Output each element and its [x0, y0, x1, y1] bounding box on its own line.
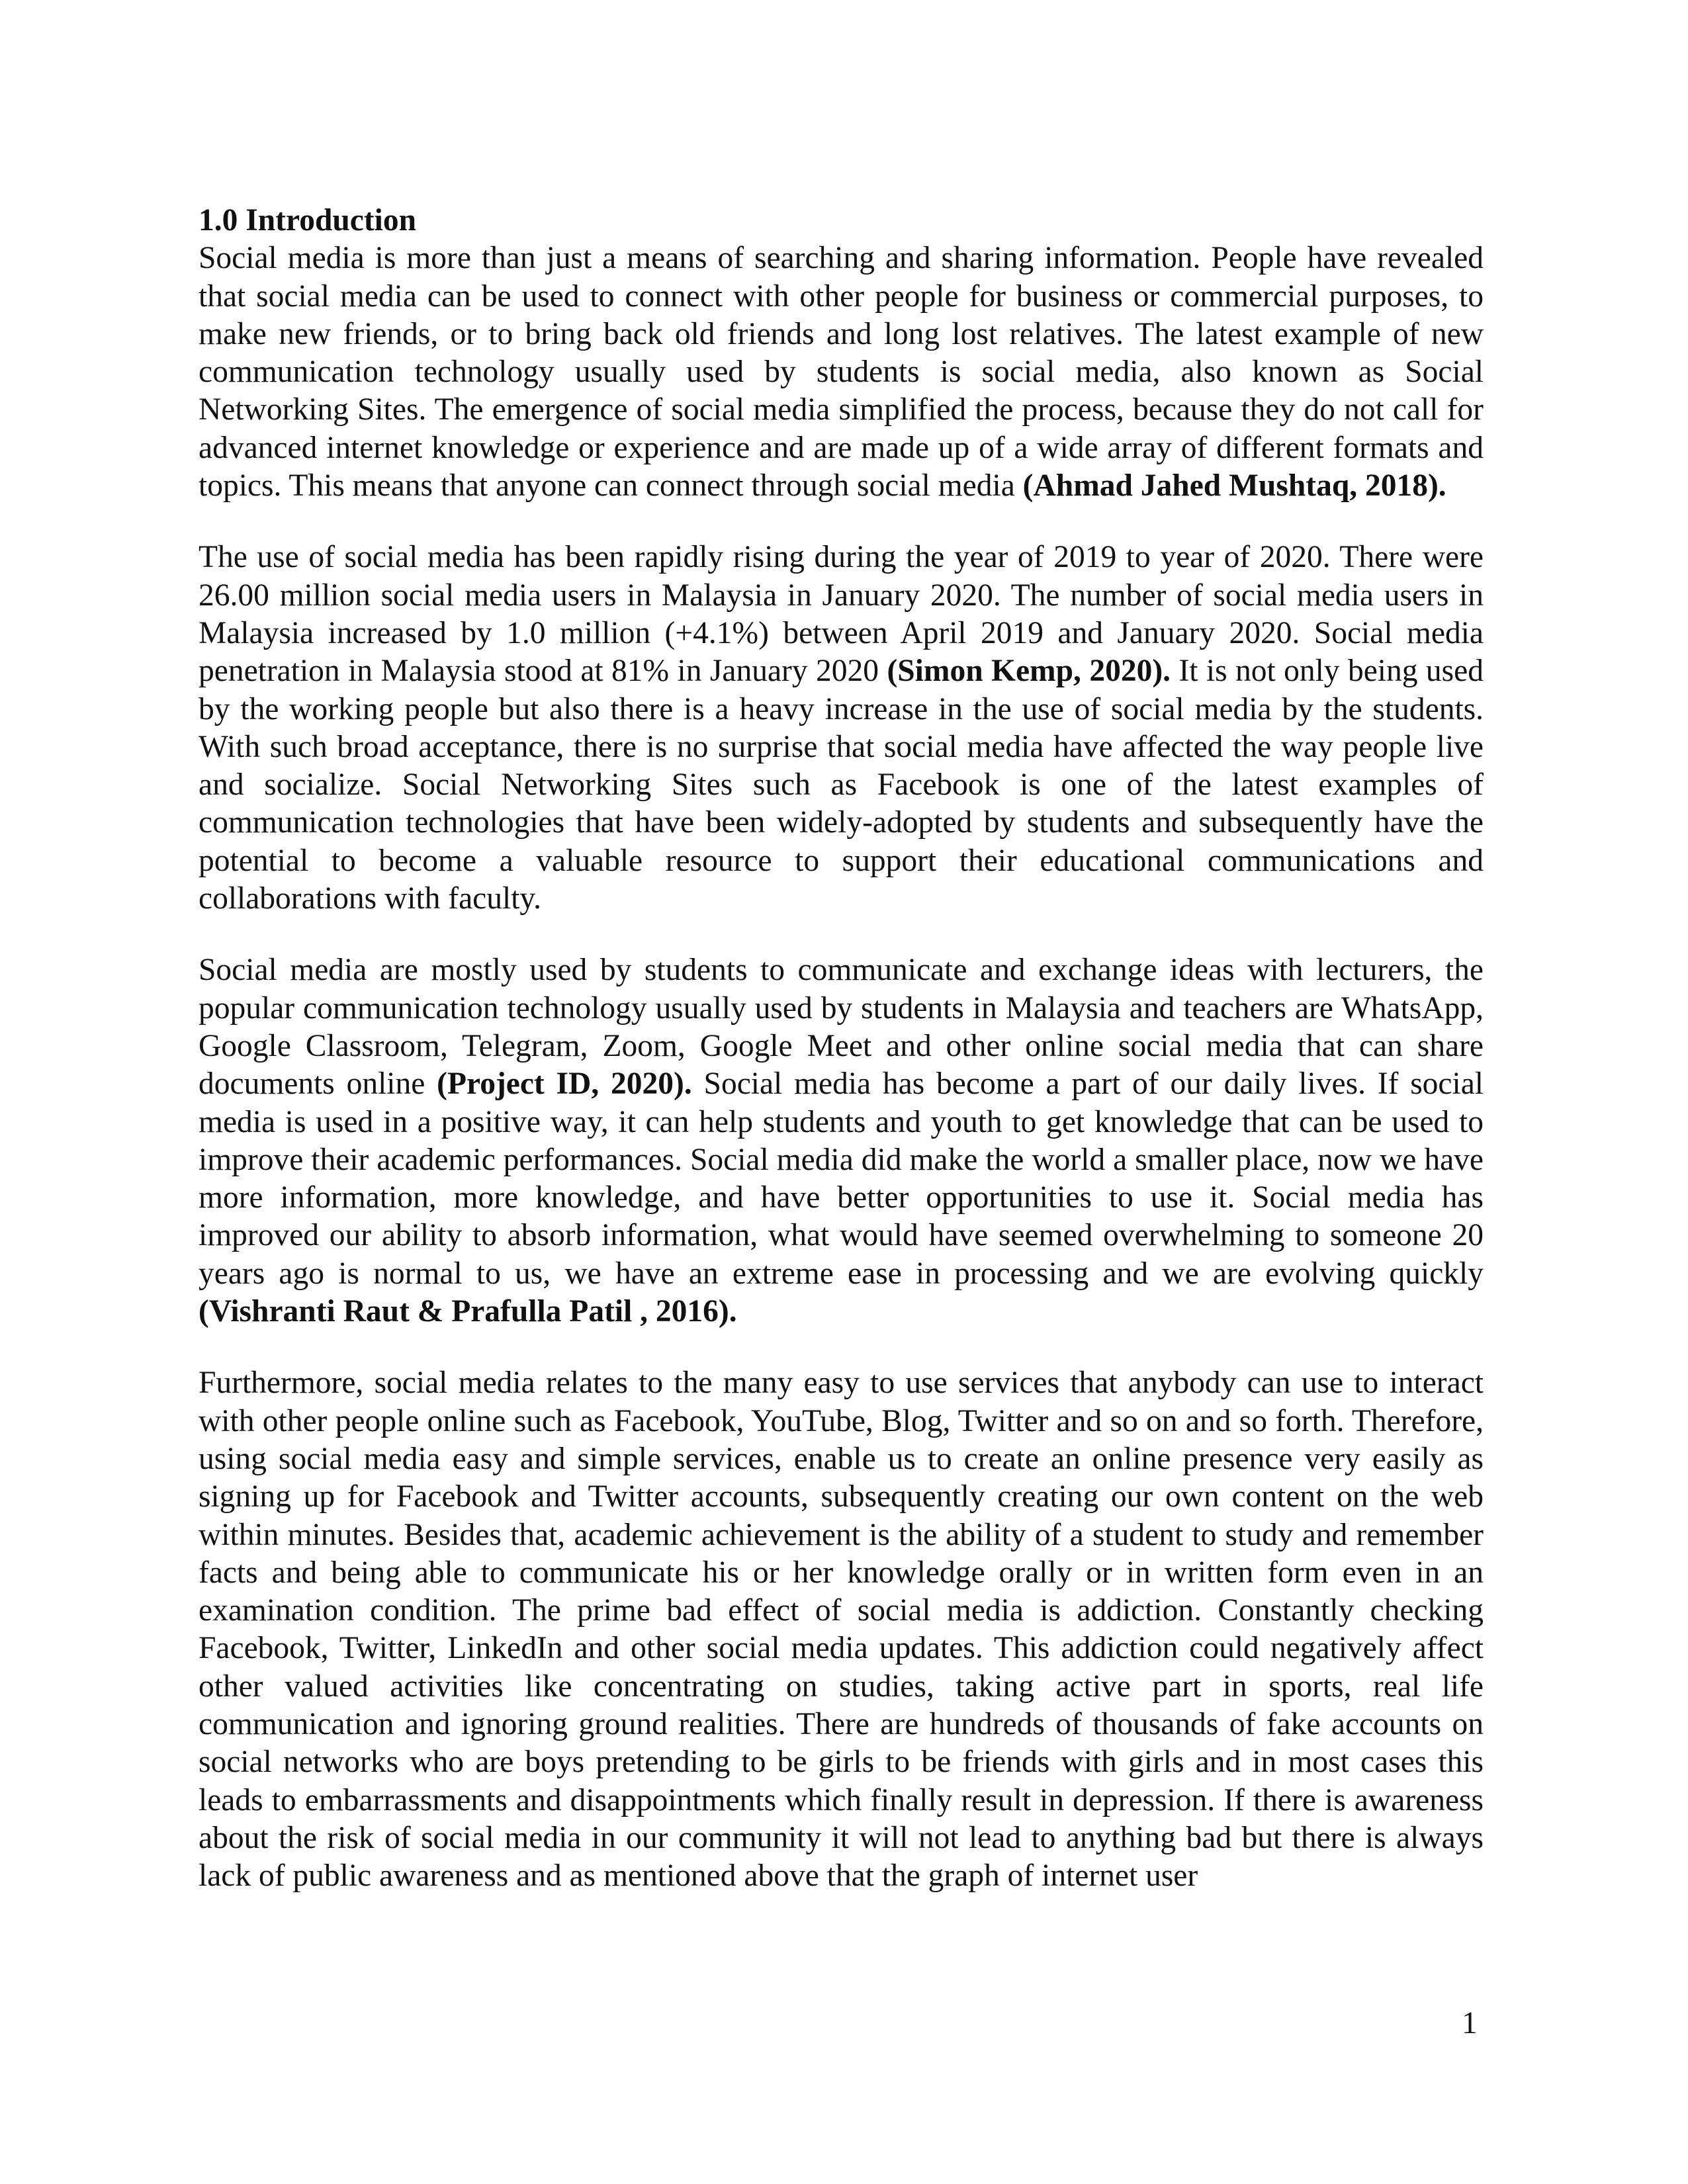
- document-body: [199, 202, 1484, 1895]
- paragraph-text: The use of social media has been rapidly rising during the year of 2019 to year of 2020. There were 26.00 million social media users in Malaysia in January 2020. The number of social media users in Malaysia increased by 1.0 million (+4.1%) between April 2019 and January 2020. Social media penetration in Malaysia stood at 81% in January 2020: [199, 540, 1484, 689]
- paragraph-4: [199, 1364, 1484, 1895]
- paragraph-text: Social media is more than just a means of searching and sharing information. People have revealed that social media can be used to connect with other people for business or commercial purposes, to make new friends, or to bring back old friends and long lost relatives. The latest example of new communication technology usually used by students is social media, also known as Social Networking Sites. The emergence of social media simplified the process, because they do not call for advanced internet knowledge or experience and are made up of a wide array of different formats and topics. This means that anyone can connect through social media: [199, 241, 1484, 503]
- paragraph-text: Social media are mostly used by students to communicate and exchange ideas with lecturers, the popular communication technology usually used by students in Malaysia and teachers are WhatsApp, Google Classroom, Telegram, Zoom, Google Meet and other online social media that can share documents online: [199, 953, 1484, 1102]
- paragraph-text: Social media has become a part of our daily lives. If social media is used in a positive way, it can help students and youth to get knowledge that can be used to improve their academic performances. Social media did make the world a smaller place, now we have more information, more knowledge, and have better opportunities to use it. Social media has improved our ability to absorb information, what would have seemed overwhelming to someone 20 years ago is normal to us, we have an extreme ease in processing and we are evolving quickly: [199, 1067, 1484, 1291]
- citation: (Simon Kemp, 2020).: [887, 654, 1171, 689]
- paragraph-1: [199, 240, 1484, 505]
- citation: (Project ID, 2020).: [437, 1067, 692, 1102]
- citation: (Vishranti Raut & Prafulla Patil , 2016).: [199, 1294, 737, 1329]
- page-number: 1: [1462, 2006, 1478, 2040]
- paragraph-text: It is not only being used by the working people but also there is a heavy increase in the use of social media by the students. With such broad acceptance, there is no surprise that social media have affected the way people live and socialize. Social Networking Sites such as Facebook is one of the latest examples of communication technologies that have been widely-adopted by students and subsequently have the potential to become a valuable resource to support their educational communications and collaborations with faculty.: [199, 654, 1484, 916]
- paragraph-2: [199, 539, 1484, 918]
- citation: (Ahmad Jahed Mushtaq, 2018).: [1022, 468, 1446, 503]
- section-heading: 1.0 Introduction: [199, 203, 417, 238]
- paragraph-3: [199, 951, 1484, 1331]
- paragraph-text: Furthermore, social media relates to the many easy to use services that anybody can use to interact with other people online such as Facebook, YouTube, Blog, Twitter and so on and so forth. Therefore, using social media easy and simple services, enable us to create an online presence very easily as signing up for Facebook and Twitter accounts, subsequently creating our own content on the web within minutes. Besides that, academic achievement is the ability of a student to study and remember facts and being able to communicate his or her knowledge orally or in written form even in an examination condition. The prime bad effect of social media is addiction. Constantly checking Facebook, Twitter, LinkedIn and other social media updates. This addiction could negatively affect other valued activities like concentrating on studies, taking active part in sports, real life communication and ignoring ground realities. There are hundreds of thousands of fake accounts on social networks who are boys pretending to be girls to be friends with girls and in most cases this leads to embarrassments and disappointments which finally result in depression. If there is awareness about the risk of social media in our community it will not lead to anything bad but there is always lack of public awareness and as mentioned above that the graph of internet user: [199, 1366, 1484, 1894]
